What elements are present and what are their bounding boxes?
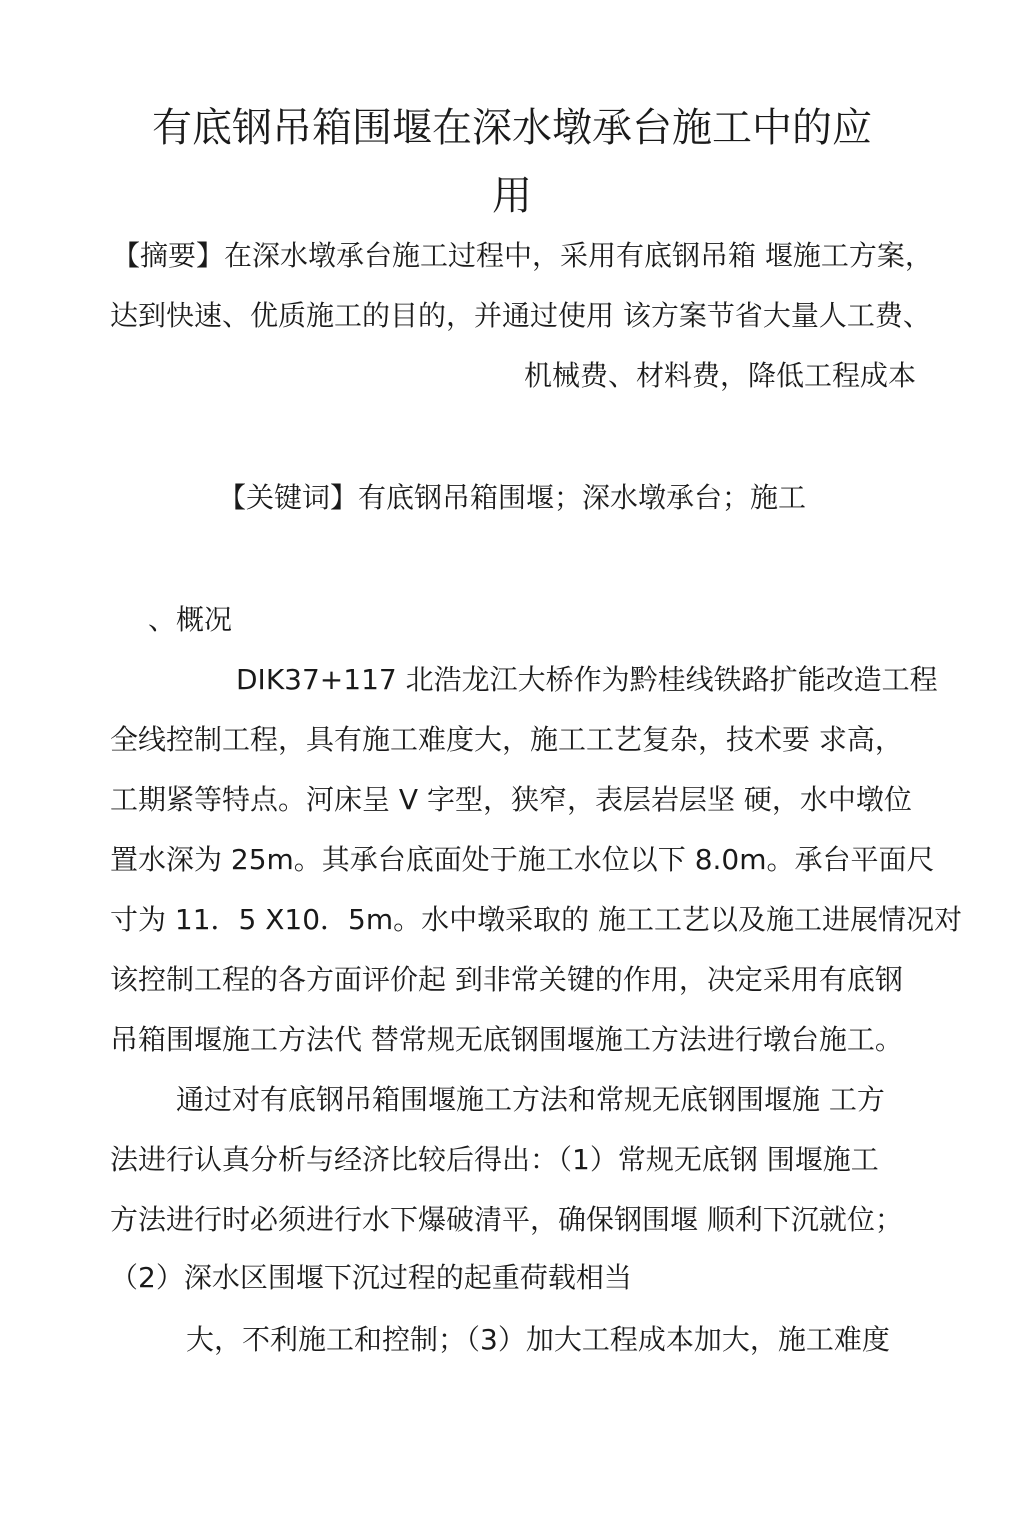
paragraph-1-line-6: 该控制工程的各方面评价起 到非常关键的作用，决定采用有底钢	[110, 963, 903, 996]
paragraph-1-line-2: 全线控制工程，具有施工难度大，施工工艺复杂，技术要 求高，	[110, 723, 903, 756]
paragraph-2-line-1: 通过对有底钢吊箱围堰施工方法和常规无底钢围堰施 工方	[176, 1083, 885, 1116]
document-title-line-2: 用	[492, 173, 532, 219]
paragraph-1-line-7: 吊箱围堰施工方法代 替常规无底钢围堰施工方法进行墩台施工。	[110, 1023, 903, 1056]
paragraph-1-line-1: DIK37+117 北浩龙江大桥作为黔桂线铁路扩能改造工程	[236, 663, 938, 696]
section-heading: 、概况	[148, 603, 233, 636]
keywords: 【关键词】有底钢吊箱围堰；深水墩承台；施工	[217, 481, 806, 514]
document-title-line-1: 有底钢吊箱围堰在深水墩承台施工中的应	[152, 105, 872, 151]
paragraph-2-line-2: 法进行认真分析与经济比较后得出：（1）常规无底钢 围堰施工	[110, 1143, 879, 1176]
paragraph-1-line-3: 工期紧等特点。河床呈 V 字型，狭窄，表层岩层坚 硬，水中墩位	[110, 783, 912, 816]
abstract-line-3: 机械费、材料费，降低工程成本	[523, 359, 916, 392]
paragraph-2-line-4: （2）深水区围堰下沉过程的起重荷载相当	[110, 1261, 632, 1294]
paragraph-3-line-1: 大，不利施工和控制；（3）加大工程成本加大，施工难度	[186, 1323, 890, 1356]
paragraph-1-line-4: 置水深为 25m。其承台底面处于施工水位以下 8.0m。承台平面尺	[110, 843, 935, 876]
abstract-line-2: 达到快速、优质施工的目的，并通过使用 该方案节省大量人工费、	[110, 299, 931, 332]
paragraph-2-line-3: 方法进行时必须进行水下爆破清平，确保钢围堰 顺利下沉就位；	[110, 1203, 903, 1236]
paragraph-1-line-5: 寸为 11．5 X10．5m。水中墩采取的 施工工艺以及施工进展情况对	[110, 903, 963, 936]
abstract-line-1: 【摘要】在深水墩承台施工过程中，采用有底钢吊箱 堰施工方案，	[112, 239, 933, 272]
